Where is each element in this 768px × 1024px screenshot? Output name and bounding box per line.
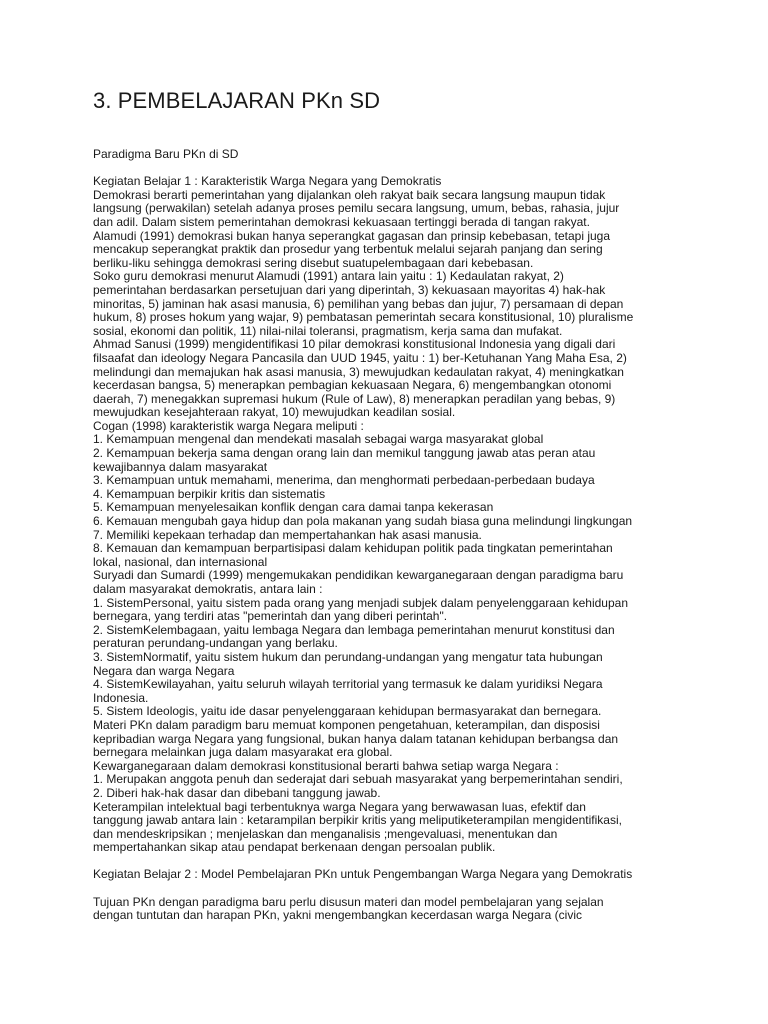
text-line: minoritas, 5) jaminan hak asasi manusia, 6) pemilihan yang bebas dan jujur, 7) persamaan di depan (93, 296, 624, 311)
text-line: 1. Kemampuan mengenal dan mendekati masalah sebagai warga masyarakat global (93, 432, 544, 447)
section-1-heading: Kegiatan Belajar 1 : Karakteristik Warga Negara yang Demokratis (93, 174, 442, 189)
section-1-body (93, 189, 708, 855)
text-line: Ahmad Sanusi (1999) mengidentifikasi 10 pilar demokrasi konstitusional Indonesia yang digali dari (93, 337, 616, 352)
text-line: Keterampilan intelektual bagi terbentuknya warga Negara yang berwawasan luas, efektif dan (93, 799, 586, 814)
text-line: Negara dan warga Negara (93, 663, 235, 678)
document-subtitle: Paradigma Baru PKn di SD (93, 147, 239, 161)
text-line: Suryadi dan Sumardi (1999) mengemukakan pendidikan kewarganegaraan dengan paradigma baru (93, 568, 624, 583)
text-line: Alamudi (1991) demokrasi bukan hanya seperangkat gagasan dan prinsip kebebasan, tetapi juga (93, 228, 611, 243)
text-line: 7. Memiliki kepekaan terhadap dan mempertahankan hak asasi manusia. (93, 527, 482, 542)
text-line: 3. SistemNormatif, yaitu sistem hukum dan perundang-undangan yang mengatur tata hubungan (93, 649, 603, 664)
text-line: mewujudkan kesejahteraan rakyat, 10) mewujudkan keadilan sosial. (93, 405, 456, 420)
text-line: daerah, 7) menegakkan supremasi hukum (Rule of Law), 8) menerapkan peradilan yang bebas, 9) (93, 391, 616, 406)
text-line: 5. Kemampuan menyelesaikan konflik dengan cara damai tanpa kekerasan (93, 500, 494, 515)
text-line: kewajibannya dalam masyarakat (93, 459, 268, 474)
text-line: Soko guru demokrasi menurut Alamudi (1991) antara lain yaitu : 1) Kedaulatan rakyat, 2) (93, 269, 564, 284)
text-line: Materi PKn dalam paradigm baru memuat komponen pengetahuan, keterampilan, dan disposisi (93, 717, 600, 732)
text-line: 3. Kemampuan untuk memahami, menerima, dan menghormati perbedaan-perbedaan budaya (93, 473, 595, 488)
text-line: kepribadian warga Negara yang fungsional, bukan hanya dalam tatanan kehidupan berbangsa dan (93, 731, 619, 746)
text-line: dalam masyarakat demokratis, antara lain : (93, 582, 323, 596)
paragraph-gap (93, 882, 708, 896)
text-line: mencakup seperangkat praktik dan prosedur yang terbentuk melalui sejarah panjang dan sering (93, 242, 603, 257)
text-line: dan adil. Dalam sistem pemerintahan demokrasi kekuasaan tertinggi berada di tangan rakyat. (93, 214, 590, 229)
text-line: 1. SistemPersonal, yaitu sistem pada orang yang menjadi subjek dalam penyelenggaraan kehidupan (93, 595, 629, 610)
text-line: bernegara, yang terdiri atas "pemerintah dan yang diberi perintah". (93, 609, 448, 624)
text-line: langsung (perwakilan) setelah adanya proses pemilu secara langsung, umum, bebas, rahasia, jujur (93, 201, 620, 216)
text-line: Tujuan PKn dengan paradigma baru perlu disusun materi dan model pembelajaran yang sejalan (93, 894, 604, 909)
text-line: tanggung jawab antara lain : ketarampilan berpikir kritis yang meliputiketerampilan mengidentifikasi, (93, 813, 622, 828)
text-line: 2. Diberi hak-hak dasar dan dibebani tanggung jawab. (93, 785, 381, 800)
text-line: sosial, ekonomi dan politik, 11) nilai-nilai toleransi, pragmatism, kerja sama dan mufakat. (93, 323, 563, 338)
text-line: Indonesia. (93, 690, 149, 705)
text-line: mempertahankan sikap atau pendapat berkenaan dengan persoalan publik. (93, 840, 496, 855)
document-title: 3. PEMBELAJARAN PKn SD (93, 88, 381, 113)
text-line: 5. Sistem Ideologis, yaitu ide dasar penyelenggaraan kehidupan bermasyarakat dan bernegara. (93, 704, 602, 719)
section-2-heading: Kegiatan Belajar 2 : Model Pembelajaran PKn untuk Pengembangan Warga Negara yang Demokratis (93, 867, 633, 882)
text-line: lokal, nasional, dan internasional (93, 554, 268, 569)
text-line: berliku-liku sehingga demokrasi sering disebut suatupelembagaan dari kebebasan. (93, 255, 534, 270)
text-line: dan mendeskripsikan ; menjelaskan dan menganalisis ;mengevaluasi, menentukan dan (93, 826, 558, 841)
text-line: dengan tuntutan dan harapan PKn, yakni mengembangkan kecerdasan warga Negara (civic (93, 908, 582, 923)
paragraph-gap (93, 855, 708, 869)
text-line: peraturan perundang-undangan yang berlaku. (93, 636, 338, 651)
text-line: 4. SistemKewilayahan, yaitu seluruh wilayah territorial yang termasuk ke dalam yuridiksi Negara (93, 677, 603, 692)
text-line: 2. SistemKelembagaan, yaitu lembaga Negara dan lembaga pemerintahan menurut konstitusi dan (93, 622, 615, 637)
text-line: bernegara melainkan juga dalam masyarakat era global. (93, 745, 393, 760)
text-line: 2. Kemampuan bekerja sama dengan orang lain dan memikul tanggung jawab atas peran atau (93, 446, 596, 461)
text-line: Kewarganegaraan dalam demokrasi konstitusional berarti bahwa setiap warga Negara : (93, 758, 559, 773)
text-line: hukum, 8) proses hokum yang wajar, 9) pembatasan pemerintah secara konstitusional, 10) pluralisme (93, 310, 634, 325)
section-2-body (93, 896, 708, 923)
text-line: Cogan (1998) karakteristik warga Negara meliputi : (93, 418, 364, 433)
text-line: 4. Kemampuan berpikir kritis dan sistematis (93, 486, 326, 501)
text-line: 8. Kemauan dan kemampuan berpartisipasi dalam kehidupan politik pada tingkatan pemerintahan (93, 541, 613, 556)
text-line: Demokrasi berarti pemerintahan yang dijalankan oleh rakyat baik secara langsung maupun tidak (93, 187, 606, 202)
text-line: melindungi dan memajukan hak asasi manusia, 3) mewujudkan kedaulatan rakyat, 4) meningkatkan (93, 364, 624, 379)
text-line: filsaafat dan ideology Negara Pancasila dan UUD 1945, yaitu : 1) ber-Ketuhanan Yang Maha Esa, 2) (93, 350, 627, 365)
text-line: 6. Kemauan mengubah gaya hidup dan pola makanan yang sudah biasa guna melindungi lingkungan (93, 514, 633, 529)
text-line: pemerintahan berdasarkan persetujuan dari yang diperintah, 3) kekuasaan mayoritas 4) hak-hak (93, 282, 606, 297)
text-line: kecerdasan bangsa, 5) menerapkan pembagian kekuasaan Negara, 6) mengembangkan otonomi (93, 378, 612, 393)
text-line: 1. Merupakan anggota penuh dan sederajat dari sebuah masyarakat yang berpemerintahan sendiri, (93, 772, 623, 787)
